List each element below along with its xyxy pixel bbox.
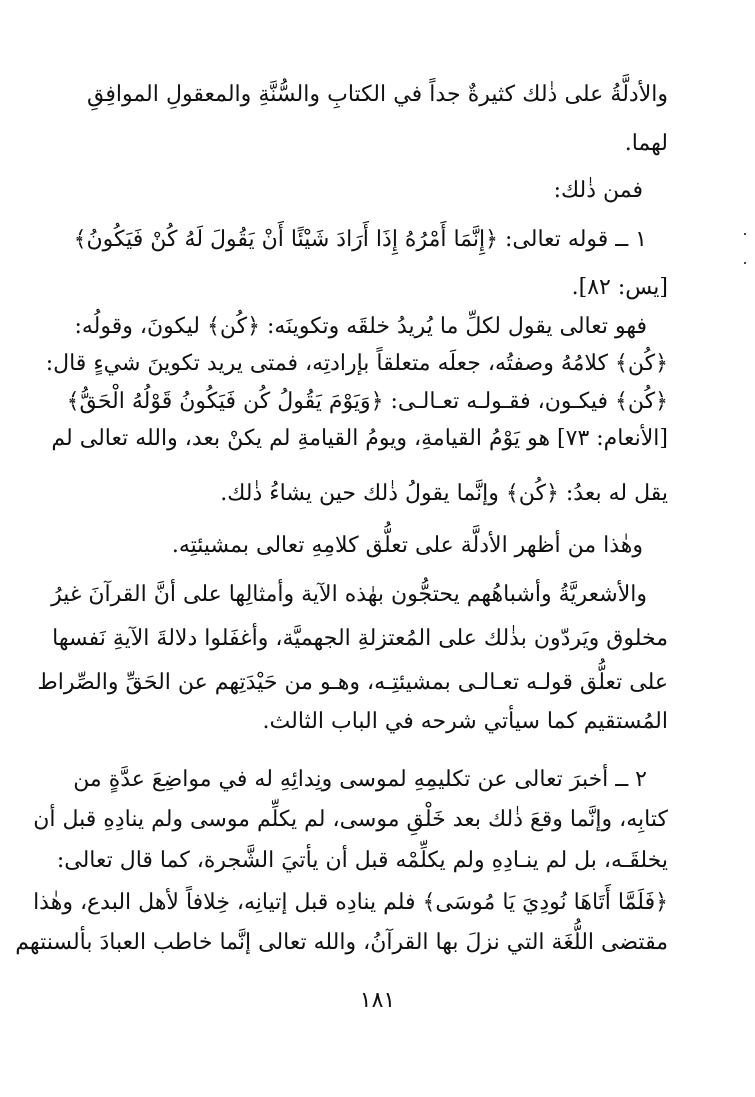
text-line-5: [يس: ٨٢]. [571,275,668,300]
text-line-11: وهٰذا من أظهر الأدلَّة على تعلُّق كلامِهِ تعالى بمشيئتِه. [171,533,643,558]
text-line-1: والأدلَّةُ على ذٰلك كثيرةٌ جداً في الكتابِ والسُّنَّةِ والمعقولِ الموافِقِ [87,82,668,107]
text-line-10: يقل له بعدُ: ﴿كُن﴾ وإنَّما يقولُ ذٰلك حين يشاءُ ذٰلك. [220,481,668,506]
text-line-15: المُستقيم كما سيأتي شرحه في الباب الثالث. [262,709,668,734]
text-line-19: ﴿فَلَمَّا أَتَاهَا نُودِيَ يَا مُوسَى﴾ فلم ينادِه قبل إتيانِه، خِلافاً لأهل البدع، وهٰذا [33,890,668,915]
text-line-7: ﴿كُن﴾ كلامُهُ وصفتُه، جعلَه متعلقاً بإرادتِه، فمتى يريد تكوينَ شيءٍ قال: [45,351,668,376]
text-line-16: ٢ ــ أخبرَ تعالى عن تكليمِهِ لموسى ونِدائِهِ له في مواضِعَ عدَّةٍ من [73,767,647,792]
text-line-8: ﴿كُن﴾ فيكـون، فقـولـه تعـالـى: ﴿وَيَوْمَ يَقُولُ كُن فَيَكُونُ قَوْلُهُ الْحَقُّ﴾ [66,389,668,414]
text-line-20: مقتضى اللُّغَة التي نزلَ بها القرآنُ، والله تعالى إنَّما خاطب العبادَ بألسنتهم [15,930,668,955]
scan-speck [744,233,746,235]
text-line-6: فهو تعالى يقول لكلِّ ما يُريدُ خلقَه وتكوينَه: ﴿كُن﴾ ليكونَ، وقولُه: [74,314,647,339]
scan-speck [744,262,746,264]
text-line-17: كتابِه، وإنَّما وقعَ ذٰلك بعد خَلْقِ موسى، لم يكلِّم موسى ولم ينادِهِ قبل أن [33,807,668,832]
text-line-9: [الأنعام: ٧٣] هو يَوْمُ القيامةِ، ويومُ القيامةِ لم يكنْ بعد، والله تعالى لم [51,426,668,451]
text-line-14: على تعلُّق قولـه تعـالـى بمشيئتِـه، وهـو من حَيْدَتِهم عن الحَقِّ والصِّراط [37,670,668,695]
text-line-2: لهما. [624,131,668,156]
text-line-4: ١ ــ قوله تعالى: ﴿إِنَّمَا أَمْرُهُ إِذَا أَرَادَ شَيْئًا أَنْ يَقُولَ لَهُ كُنْ فَيَكُونُ﴾ [73,227,647,252]
text-line-13: مخلوق ويَردّون بذٰلك على المُعتزلةِ الجهميَّة، وأغفَلوا دلالةَ الآيةِ نَفسها [52,626,668,651]
text-line-12: والأشعريَّةُ وأشباهُهم يحتجُّون بهٰذه الآية وأمثالِها على أنَّ القرآنَ غيرُ [51,582,647,607]
text-line-3: فمن ذٰلك: [553,178,643,203]
text-line-18: يخلقَـه، بل لم ينـادِهِ ولم يكلِّمْه قبل أن يأتيَ الشَّجرة، كما قال تعالى: [56,848,668,873]
page-number: ١٨١ [359,988,396,1013]
